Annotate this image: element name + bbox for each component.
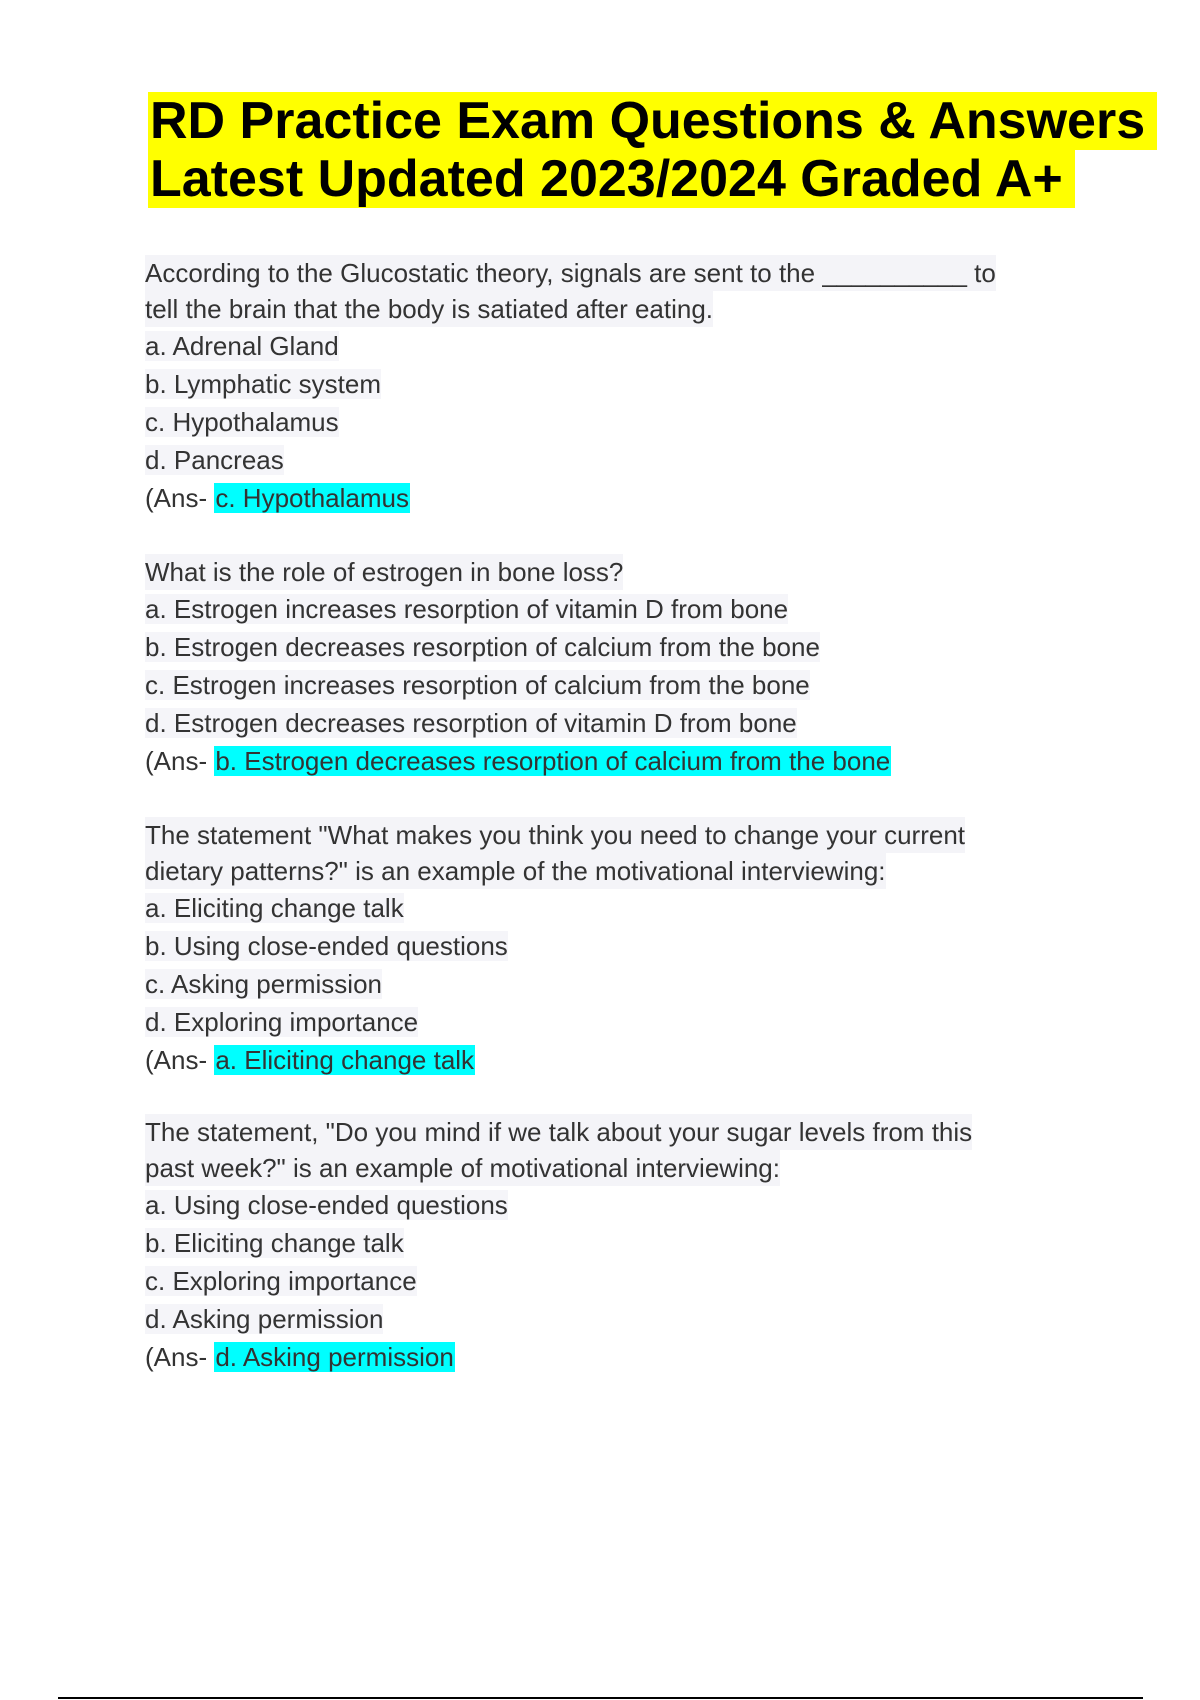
answer-text: d. Asking permission <box>215 1342 454 1372</box>
question-1 <box>145 255 1075 517</box>
title-line-2: Latest Updated 2023/2024 Graded A+ <box>148 150 1075 208</box>
questions-list <box>145 255 1075 1413</box>
answer-row <box>145 1041 1075 1079</box>
title-line-1: RD Practice Exam Questions & Answers <box>148 92 1157 150</box>
answer-prefix: (Ans- <box>145 483 215 513</box>
footer-divider <box>58 1697 1143 1699</box>
answer-prefix: (Ans- <box>145 746 215 776</box>
option-d: d. Estrogen decreases resorption of vitamin D from bone <box>145 708 797 738</box>
option-b: b. Using close-ended questions <box>145 931 508 961</box>
document-title <box>148 92 1168 208</box>
question-text: The statement "What makes you think you need to change your current dietary patterns?" is an example of the motivational interviewing: <box>145 817 1075 889</box>
option-b: b. Estrogen decreases resorption of calcium from the bone <box>145 632 820 662</box>
option-a: a. Estrogen increases resorption of vitamin D from bone <box>145 594 789 624</box>
option-a: a. Eliciting change talk <box>145 893 404 923</box>
option-b: b. Lymphatic system <box>145 369 382 399</box>
question-2 <box>145 554 1075 780</box>
option-d: d. Asking permission <box>145 1304 384 1334</box>
answer-prefix: (Ans- <box>145 1342 215 1372</box>
option-a: a. Adrenal Gland <box>145 331 339 361</box>
option-c: c. Asking permission <box>145 969 382 999</box>
question-text: According to the Glucostatic theory, signals are sent to the __________ to tell the brain that the body is satiated after eating. <box>145 255 1075 327</box>
question-4 <box>145 1114 1075 1376</box>
answer-text: c. Hypothalamus <box>215 483 409 513</box>
option-c: c. Exploring importance <box>145 1266 417 1296</box>
option-d: d. Exploring importance <box>145 1007 419 1037</box>
option-b: b. Eliciting change talk <box>145 1228 404 1258</box>
option-a: a. Using close-ended questions <box>145 1190 508 1220</box>
answer-row <box>145 479 1075 517</box>
question-text: What is the role of estrogen in bone loss? <box>145 554 1075 590</box>
answer-text: a. Eliciting change talk <box>215 1045 475 1075</box>
option-c: c. Estrogen increases resorption of calcium from the bone <box>145 670 810 700</box>
answer-row <box>145 742 1075 780</box>
answer-row <box>145 1338 1075 1376</box>
answer-prefix: (Ans- <box>145 1045 215 1075</box>
answer-text: b. Estrogen decreases resorption of calcium from the bone <box>215 746 891 776</box>
option-d: d. Pancreas <box>145 445 284 475</box>
option-c: c. Hypothalamus <box>145 407 339 437</box>
question-text: The statement, "Do you mind if we talk about your sugar levels from this past week?" is an example of motivational interviewing: <box>145 1114 1075 1186</box>
question-3 <box>145 817 1075 1079</box>
